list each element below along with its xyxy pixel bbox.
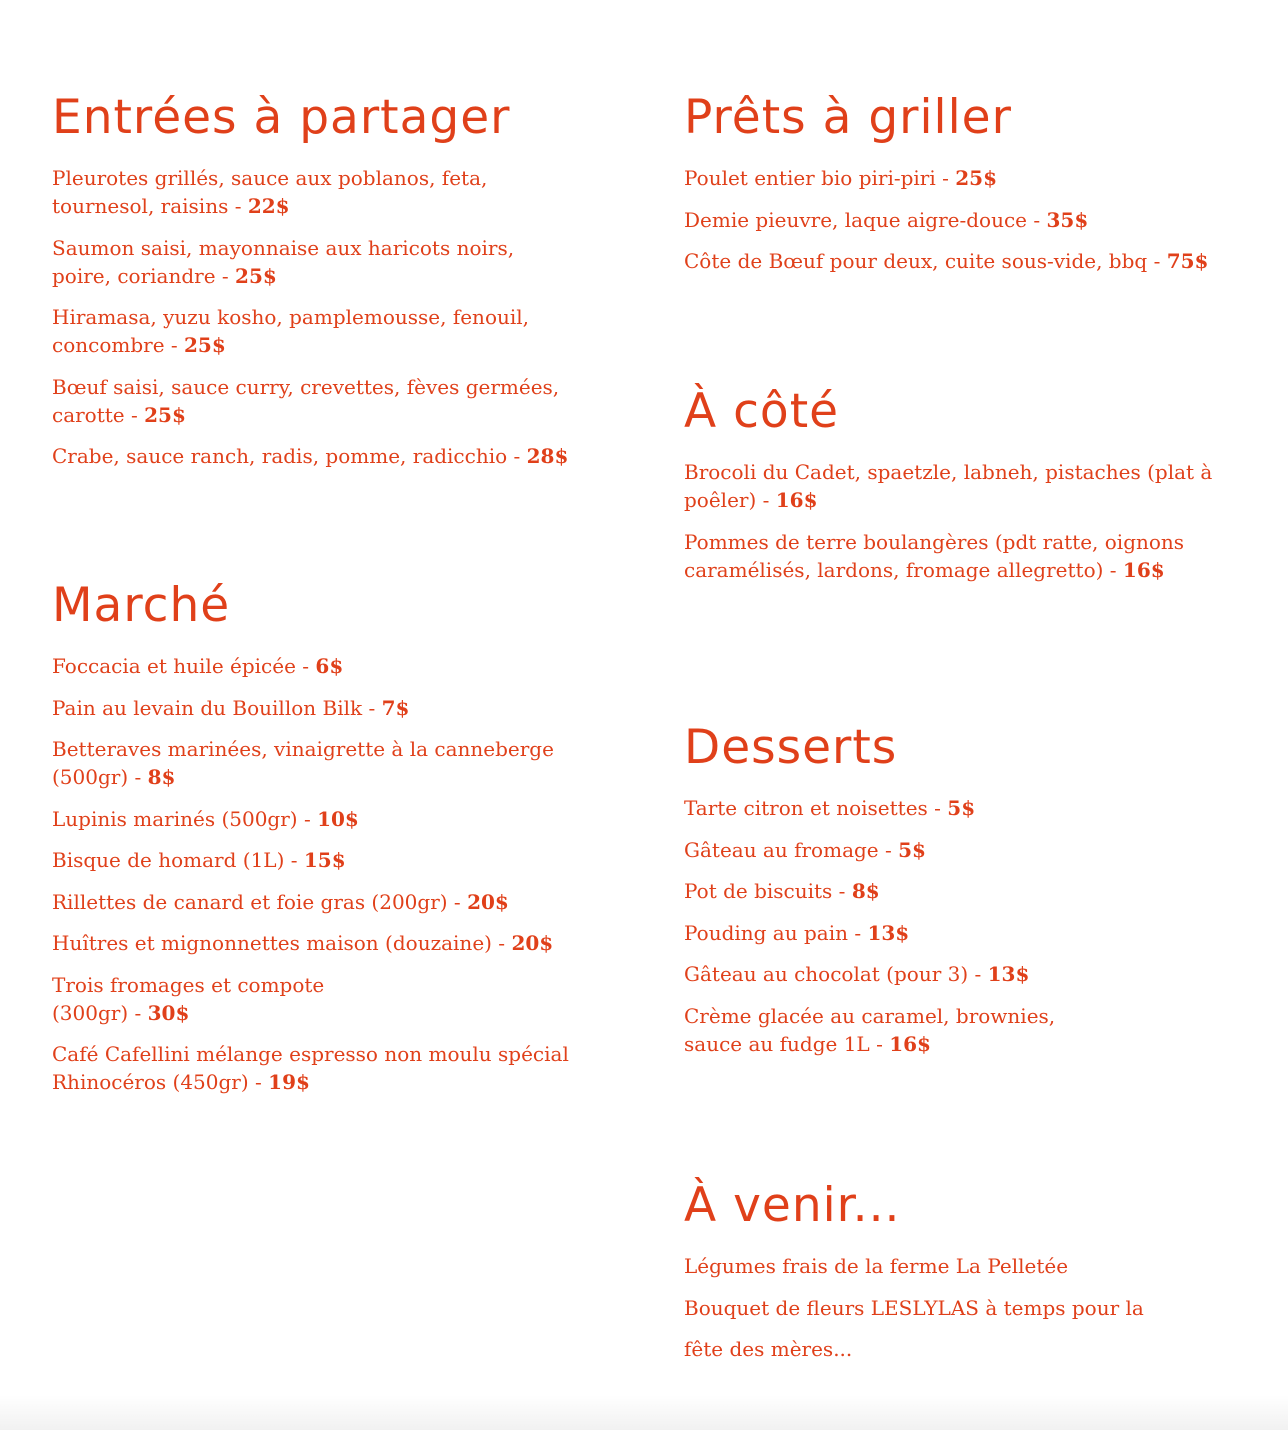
price-separator: -: [297, 806, 318, 831]
item-name: Bœuf saisi, sauce curry, crevettes, fèves germées, carotte: [52, 374, 560, 427]
menu-item: [684, 877, 1254, 905]
price-separator: -: [284, 848, 304, 872]
menu-item: [52, 929, 622, 957]
menu-item: [684, 919, 1254, 947]
menu-list: [684, 458, 1254, 584]
section-title: Entrées à partager: [52, 90, 511, 145]
menu-item: [684, 836, 1254, 864]
item-price: 22$: [247, 194, 290, 218]
price-separator: -: [1027, 207, 1047, 232]
section-title: Prêts à griller: [684, 90, 1012, 145]
price-separator: -: [128, 1000, 148, 1025]
section-grill: [684, 92, 1254, 289]
section-title: À venir...: [684, 1178, 901, 1233]
item-price: 13$: [867, 920, 910, 945]
section-a-venir: [684, 1180, 1254, 1377]
menu-list: [684, 794, 1254, 1058]
price-separator: -: [215, 263, 236, 288]
item-price: 25$: [144, 402, 186, 427]
item-name: Rillettes de canard et foie gras (200gr): [52, 889, 448, 914]
item-price: 35$: [1046, 207, 1089, 232]
upcoming-list: [684, 1252, 1254, 1363]
item-price: 7$: [381, 695, 410, 720]
item-name: Bisque de homard (1L): [52, 848, 285, 872]
menu-item: [684, 528, 1224, 584]
menu-list: [684, 164, 1254, 275]
menu-item: [52, 652, 622, 680]
item-price: 16$: [1122, 557, 1165, 582]
menu-item: [52, 234, 572, 290]
item-price: 20$: [467, 889, 509, 914]
price-separator: -: [128, 765, 148, 789]
item-name: Brocoli du Cadet, spaetzle, labneh, pistaches (plat à poêler): [684, 460, 1213, 512]
item-price: 8$: [147, 765, 176, 789]
menu-item: [52, 846, 622, 874]
menu-item: [52, 373, 597, 429]
price-separator: -: [869, 1031, 890, 1056]
price-separator: -: [507, 444, 527, 468]
section-marche: [52, 580, 622, 1110]
price-separator: -: [124, 402, 145, 427]
item-price: 16$: [775, 488, 818, 512]
price-separator: -: [878, 837, 899, 862]
item-price: 13$: [987, 962, 1030, 986]
menu-item: [52, 1040, 622, 1096]
price-separator: -: [927, 796, 948, 820]
menu-item: [684, 164, 1254, 192]
item-name: Hiramasa, yuzu kosho, pamplemousse, fenouil, concombre: [52, 305, 530, 357]
item-name: Huîtres et mignonnettes maison (douzaine): [52, 931, 492, 955]
item-name: Gâteau au fromage: [684, 837, 879, 862]
item-price: 15$: [303, 848, 346, 872]
menu-item: [52, 164, 502, 220]
item-name: Pot de biscuits: [684, 879, 833, 903]
section-entrees: [52, 92, 622, 484]
menu-item: [684, 794, 1254, 822]
price-separator: -: [1103, 557, 1123, 582]
price-separator: -: [164, 333, 185, 357]
item-name: Café Cafellini mélange espresso non moulu spécial Rhinocéros (450gr): [52, 1042, 569, 1094]
item-name: Crème glacée au caramel, brownies, sauce au fudge 1L: [684, 1003, 1056, 1056]
item-name: Foccacia et huile épicée: [52, 654, 296, 678]
price-separator: -: [362, 695, 382, 720]
section-title: À côté: [684, 384, 840, 439]
upcoming-line: fête des mères...: [684, 1337, 853, 1361]
price-separator: -: [228, 194, 248, 218]
item-price: 25$: [235, 263, 277, 288]
item-name: Côte de Bœuf pour deux, cuite sous-vide, bbq: [684, 249, 1148, 273]
section-title: Desserts: [684, 720, 898, 775]
menu-item: [52, 971, 362, 1027]
item-price: 20$: [511, 931, 554, 955]
item-name: Pommes de terre boulangères (pdt ratte, oignons caramélisés, lardons, fromage allegretto): [684, 529, 1185, 582]
item-name: Trois fromages et compote (300gr): [52, 972, 325, 1025]
item-price: 5$: [898, 837, 926, 862]
item-name: Saumon saisi, mayonnaise aux haricots noirs, poire, coriandre: [52, 235, 515, 288]
menu-item: [684, 206, 1254, 234]
item-name: Lupinis marinés (500gr): [52, 806, 298, 831]
price-separator: -: [756, 488, 776, 512]
section-desserts: [684, 722, 1254, 1071]
price-separator: -: [491, 931, 512, 955]
price-separator: -: [968, 962, 988, 986]
price-separator: -: [832, 879, 852, 903]
item-price: 25$: [955, 166, 998, 190]
menu-list: [52, 652, 622, 1096]
menu-item: [52, 735, 602, 791]
item-price: 28$: [526, 444, 569, 468]
price-separator: -: [447, 889, 468, 914]
section-title: Marché: [52, 578, 231, 633]
menu-item: [684, 960, 1254, 988]
item-name: Pleurotes grillés, sauce aux poblanos, feta, tournesol, raisins: [52, 166, 488, 218]
item-name: Tarte citron et noisettes: [684, 796, 928, 820]
item-name: Poulet entier bio piri-piri: [684, 166, 936, 190]
price-separator: -: [847, 920, 868, 945]
item-name: Gâteau au chocolat (pour 3): [684, 962, 969, 986]
item-name: Pain au levain du Bouillon Bilk: [52, 695, 363, 720]
item-price: 25$: [184, 333, 226, 357]
item-price: 75$: [1166, 249, 1209, 273]
menu-item: [684, 247, 1284, 275]
menu-item: [684, 458, 1254, 514]
item-price: 19$: [268, 1070, 310, 1094]
menu-item: [684, 1002, 1094, 1058]
section-cote: [684, 386, 1254, 597]
item-name: Crabe, sauce ranch, radis, pomme, radicchio: [52, 444, 508, 468]
price-separator: -: [1147, 249, 1167, 273]
price-separator: -: [248, 1070, 269, 1094]
item-name: Demie pieuvre, laque aigre-douce: [684, 207, 1027, 232]
price-separator: -: [935, 166, 956, 190]
menu-item: [52, 303, 572, 359]
item-name: Betteraves marinées, vinaigrette à la canneberge (500gr): [52, 737, 554, 789]
upcoming-line: Légumes frais de la ferme La Pelletée: [684, 1254, 1069, 1278]
menu-item: [52, 888, 622, 916]
item-price: 8$: [851, 879, 880, 903]
upcoming-line: Bouquet de fleurs LESLYLAS à temps pour la: [684, 1295, 1144, 1320]
item-name: Pouding au pain: [684, 920, 848, 945]
price-separator: -: [295, 654, 316, 678]
menu-item: [52, 805, 622, 833]
menu-item: [52, 442, 622, 470]
item-price: 6$: [315, 654, 344, 678]
item-price: 16$: [889, 1031, 931, 1056]
item-price: 10$: [317, 806, 359, 831]
menu-item: [52, 694, 622, 722]
item-price: 30$: [147, 1000, 190, 1025]
menu-list: [52, 164, 622, 470]
item-price: 5$: [947, 796, 976, 820]
